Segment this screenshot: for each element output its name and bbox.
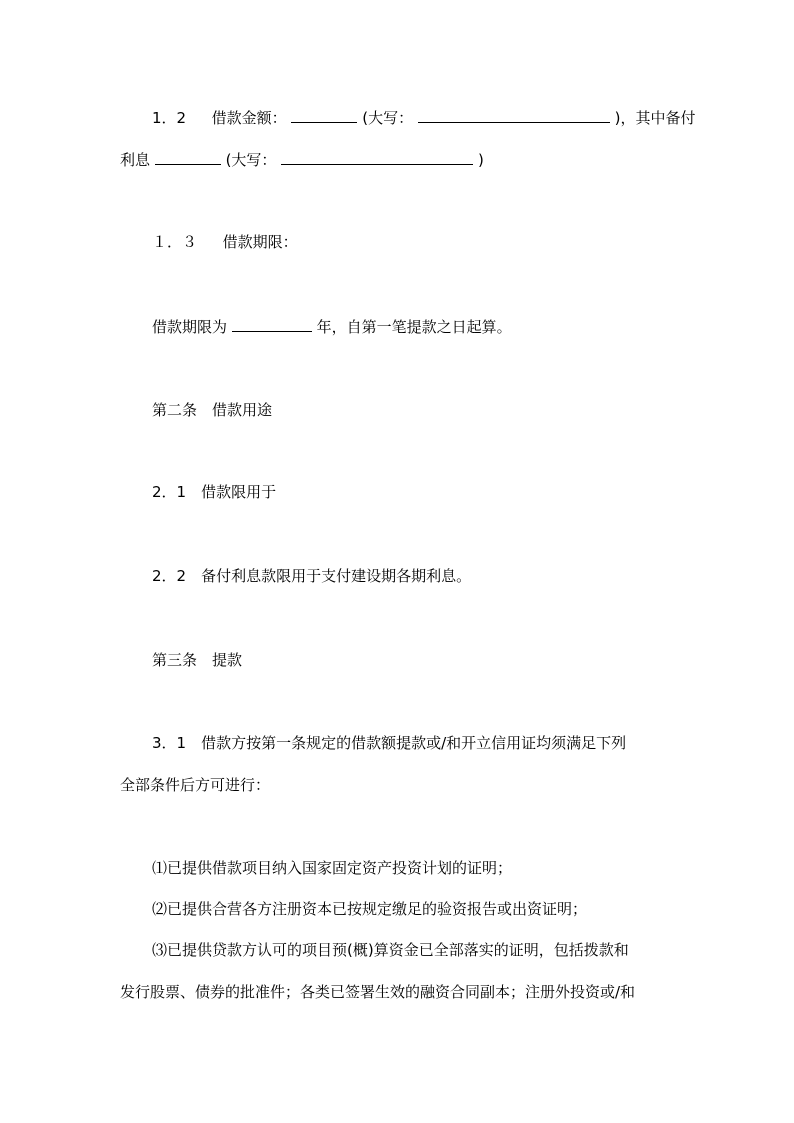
- condition-2: ⑵已提供合营各方注册资本已按规定缴足的验资报告或出资证明；: [152, 900, 588, 918]
- reserve-interest-uppercase-blank: [281, 149, 473, 165]
- loan-amount-uppercase-label: (大写：: [362, 109, 414, 127]
- loan-term-heading: [152, 232, 298, 252]
- loan-term-sentence: [152, 316, 512, 337]
- reserve-interest-uppercase-label: (大写：: [225, 151, 277, 169]
- clause-3-1-line-2: 全部条件后方可进行：: [120, 776, 271, 794]
- article-2-heading: 第二条 借款用途: [152, 401, 273, 419]
- reserve-interest-blank: [155, 149, 221, 165]
- reserve-interest-lead: )，其中备付: [614, 109, 696, 127]
- clause-number-1-3: １．３: [152, 233, 198, 251]
- loan-term-years-blank: [232, 316, 312, 332]
- clause-2-1: 2．1 借款限用于: [152, 483, 277, 501]
- condition-1: ⑴已提供借款项目纳入国家固定资产投资计划的证明；: [152, 859, 513, 877]
- loan-amount-line: [152, 107, 696, 128]
- condition-3-line-1: ⑶已提供贷款方认可的项目预(概)算资金已全部落实的证明，包括拨款和: [152, 941, 629, 959]
- reserve-interest-label: 利息: [120, 151, 151, 169]
- clause-number-1-2: 1．2: [152, 109, 187, 127]
- loan-amount-uppercase-blank: [418, 107, 610, 123]
- condition-3-line-2: 发行股票、债券的批准件；各类已签署生效的融资合同副本；注册外投资或/和: [120, 983, 636, 1001]
- loan-amount-label: 借款金额：: [211, 109, 287, 127]
- loan-term-prefix: 借款期限为: [152, 318, 228, 336]
- loan-term-label: 借款期限：: [222, 233, 298, 251]
- reserve-interest-close: ): [478, 151, 484, 169]
- article-3-heading: 第三条 提款: [152, 651, 243, 669]
- loan-amount-blank: [291, 107, 357, 123]
- reserve-interest-line: [120, 149, 484, 170]
- clause-3-1-line-1: 3．1 借款方按第一条规定的借款额提款或/和开立信用证均须满足下列: [152, 734, 627, 752]
- loan-term-suffix: 年，自第一笔提款之日起算。: [316, 318, 512, 336]
- clause-2-2: 2．2 备付利息款限用于支付建设期各期利息。: [152, 567, 472, 585]
